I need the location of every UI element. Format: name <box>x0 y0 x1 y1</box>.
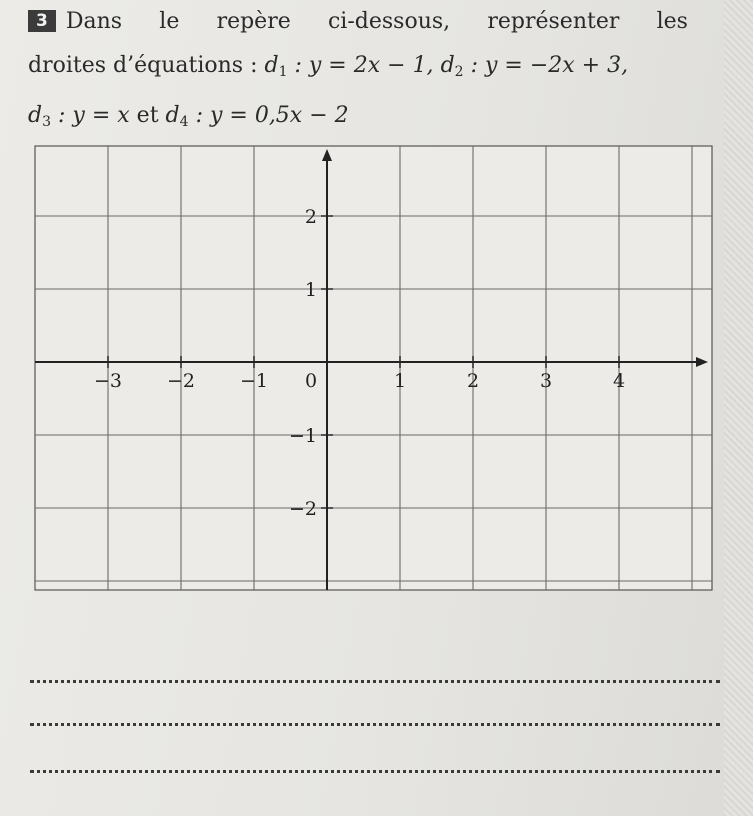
y-tick-label: 2 <box>304 206 317 228</box>
line-d3-equation: : y = x <box>58 103 130 128</box>
x-tick-label: 1 <box>393 370 407 392</box>
line-d2-name: d <box>440 53 455 78</box>
line-d2-equation: : y = −2x + 3, <box>470 53 629 78</box>
line-d4-index: 4 <box>179 114 189 130</box>
x-tick-label: 3 <box>539 370 553 392</box>
x-tick-label: −1 <box>239 370 269 392</box>
statement-word: le <box>159 9 180 34</box>
grid-lines <box>35 146 712 590</box>
answer-line[interactable] <box>30 770 720 773</box>
x-tick-label: −2 <box>166 370 196 392</box>
line-d1-index: 1 <box>278 64 288 80</box>
line-d1-name: d <box>264 53 279 78</box>
y-tick-label: 1 <box>304 279 317 301</box>
x-tick-label: 0 <box>304 370 318 392</box>
grid-frame <box>35 146 712 590</box>
statement-word: repère <box>216 9 291 34</box>
answer-line[interactable] <box>30 680 720 683</box>
line-d3-index: 3 <box>42 114 52 130</box>
x-tick-label: 4 <box>612 370 626 392</box>
statement-word: les <box>656 9 688 34</box>
x-tick-label: −3 <box>93 370 123 392</box>
statement-prefix: droites d’équations : <box>28 53 265 78</box>
statement-joiner: et <box>129 103 166 128</box>
y-tick-label: −1 <box>288 425 317 447</box>
y-tick-label: −2 <box>288 498 317 520</box>
statement-word: ci-dessous, <box>327 9 451 34</box>
statement-word: Dans <box>65 9 123 34</box>
x-tick-label: 2 <box>466 370 480 392</box>
answer-line[interactable] <box>30 723 720 726</box>
line-d1-equation: : y = 2x − 1, <box>294 53 434 78</box>
statement-word: représenter <box>487 9 620 34</box>
line-d2-index: 2 <box>454 64 464 80</box>
line-d4-equation: : y = 0,5x − 2 <box>195 103 349 128</box>
line-d4-name: d <box>165 103 180 128</box>
line-d3-name: d <box>28 103 43 128</box>
exercise-number-badge: 3 <box>28 10 56 32</box>
